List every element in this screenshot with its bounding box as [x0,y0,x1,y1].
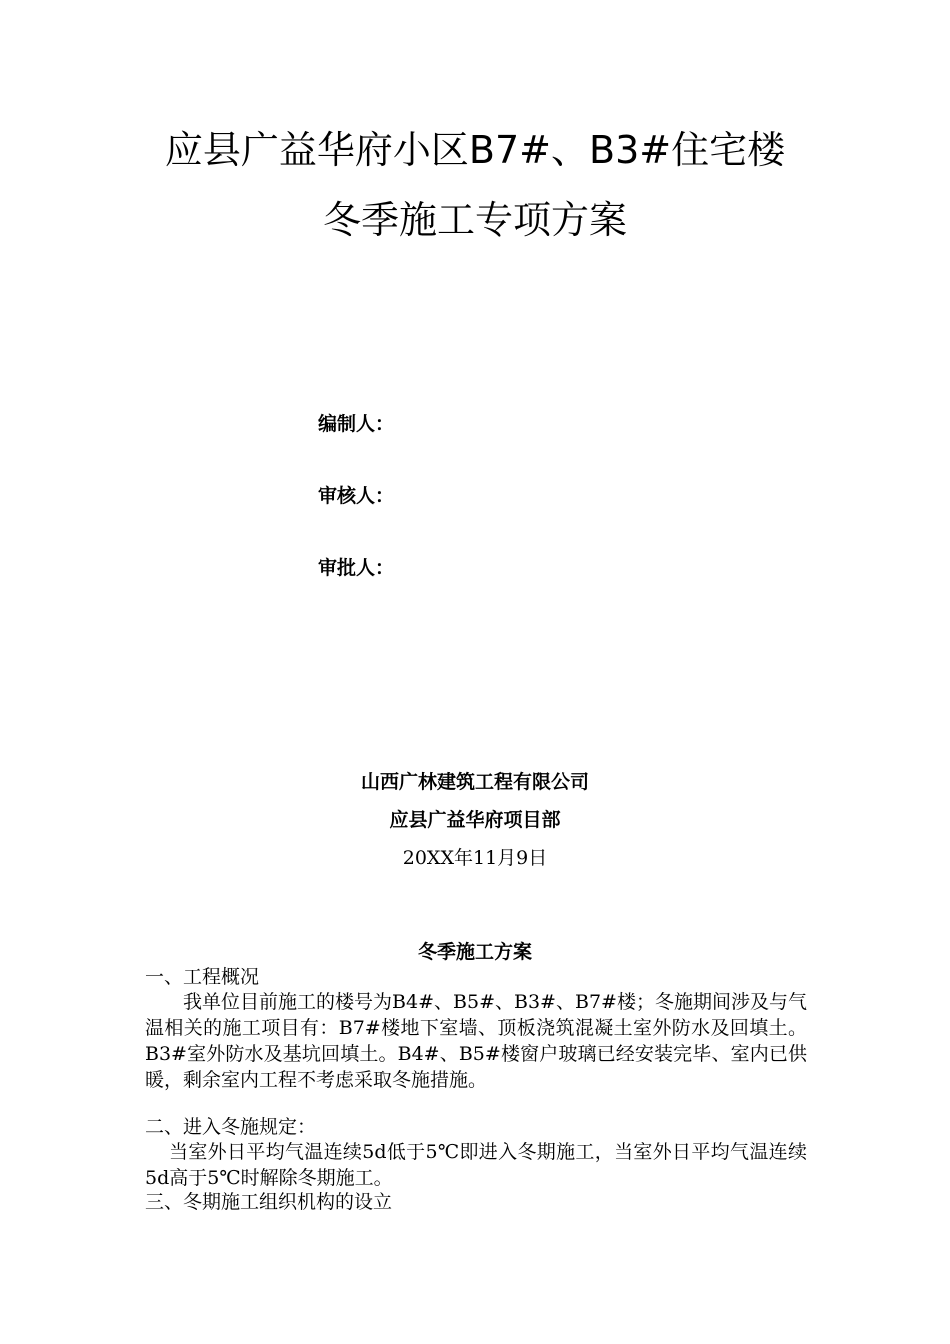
approver-label: 审批人： [318,557,395,579]
company-name: 山西广林建筑工程有限公司 [360,771,589,793]
project-department: 应县广益华府项目部 [389,809,561,831]
section-heading [145,1189,807,1215]
section-paragraph: 我单位目前施工的楼号为B4#、B5#、B3#、B7#楼；冬施期间涉及与气温相关的施工项目有：B7#楼地下室墙、顶板浇筑混凝土室外防水及回填土。B3#室外防水及基坑回填土。B4#、B5#楼窗户玻璃已经安装完毕、室内已供暖，剩余室内工程不考虑采取冬施措施。 [145,991,807,1091]
section-heading-text: 三、冬期施工组织机构的设立 [145,1191,393,1213]
document-title-line-2: 冬季施工专项方案 [322,198,627,242]
document-title-line-1: 应县广益华府小区B7#、B3#住宅楼 [164,128,786,172]
section-heading-text: 一、工程概况 [145,966,260,988]
section-paragraph: 当室外日平均气温连续5d低于5℃即进入冬期施工，当室外日平均气温连续5d高于5℃时解除冬期施工。 [145,1141,807,1189]
plan-heading: 冬季施工方案 [417,941,532,963]
editor-label: 编制人： [318,413,395,435]
document-date: 20XX年11月9日 [402,847,548,869]
section-heading [145,1114,807,1140]
reviewer-label: 审核人： [318,485,395,507]
section-body [145,989,807,1093]
section-heading [145,964,807,990]
section-heading-text: 二、进入冬施规定： [145,1116,317,1138]
section-body [145,1139,807,1191]
